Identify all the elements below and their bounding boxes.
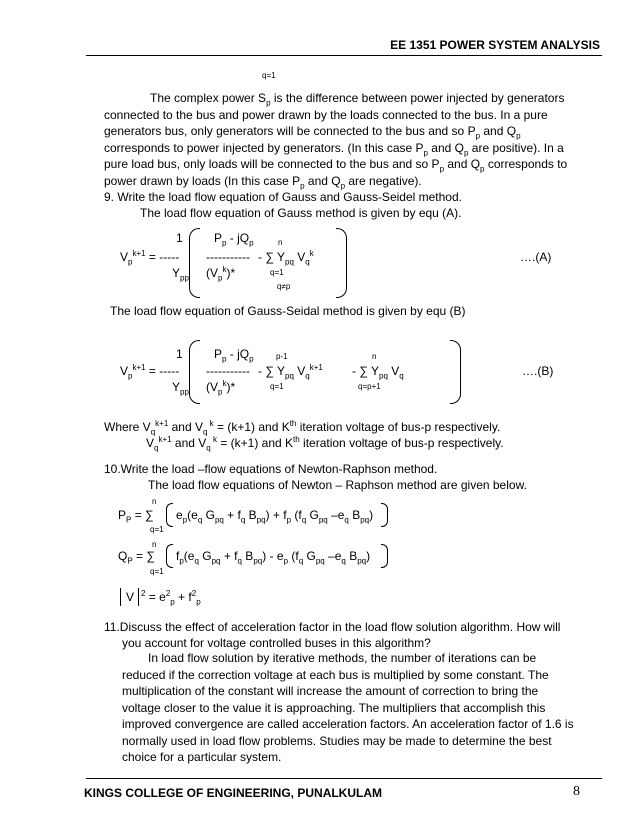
q11-answer-line-3: multiplication of the constant will increase the amount of correction to bring the [122, 684, 539, 698]
eqQ-right-bracket [381, 544, 388, 568]
eqB-right-brace [450, 340, 461, 404]
q11-answer-line-4: voltage closer to the value it is approaching. The multipliers that accomplish this [122, 700, 546, 715]
q10-question: 10.Write the load –flow equations of Newton-Raphson method. [104, 462, 438, 476]
q11-answer-line-7: choice for a particular system. [122, 750, 282, 764]
footer-college: KINGS COLLEGE OF ENGINEERING, PUNALKULAM [84, 786, 383, 800]
q11-question-line-2: you account for voltage controlled buses in this algorithm? [122, 636, 431, 650]
q11-answer-line-2: reduced if the correction voltage at each bus is multiplied by some constant. The [122, 667, 549, 682]
eqA-sum-cond: q≠p [277, 282, 291, 291]
eqA-sum-upper: n [278, 238, 283, 247]
abs-bar-right [138, 588, 139, 606]
eqQ-sum-upper: n [152, 540, 157, 549]
intro-line-5: pure load bus, only loads will be connected to the bus and so $P_p$ and $Q_p$ corresponds to [104, 157, 568, 174]
eqB-numerator: $P_p - jQ_p$ [214, 347, 254, 364]
eqB-dashes: ----------- [206, 364, 250, 378]
eqB-sum1-lower: q=1 [270, 382, 284, 391]
q9-where-line-2: $V_q^{k+1}$ and $V_q$ $^k$ = (k+1) and $K^{th}$ iteration voltage of bus-p respectively. [146, 435, 504, 453]
header-rule [86, 55, 602, 56]
eqA-right-brace [336, 228, 347, 298]
eqV-v: V [126, 590, 135, 604]
q11-answer [122, 650, 602, 766]
eqP-left-bracket [166, 503, 173, 527]
eqB-label: ….(B) [522, 364, 554, 378]
eqP-lhs: $P_P$ = ∑ [118, 508, 154, 525]
eqB-sum2: - ∑ $Y_{pq}$ $V_q$ [352, 364, 404, 381]
eqA-sum-lower: q=1 [270, 268, 284, 277]
running-header-title: EE 1351 POWER SYSTEM ANALYSIS [390, 38, 600, 52]
eqA-ypp: $Y_{pp}$ [172, 266, 189, 283]
q11-answer-line-5: improved convergence are called acceleration factors. An acceleration factor of 1.6 is [122, 717, 574, 731]
q11-question-line-1: 11.Discuss the effect of acceleration factor in the load flow solution algorithm. How will [104, 620, 561, 634]
footer-rule [86, 778, 602, 779]
eqB-left-brace [189, 340, 200, 404]
intro-line-1: The complex power $S_p$ is the difference between power injected by generators [150, 91, 565, 108]
intro-line-2: connected to the bus and power drawn by the loads connected to the bus. In a pure [104, 107, 548, 122]
intro-paragraph [104, 90, 602, 189]
eqP-right-bracket [381, 503, 388, 527]
eqB-ypp: $Y_{pp}$ [172, 380, 189, 397]
eqB-one: 1 [176, 347, 183, 361]
eqB-denominator: $(V_p^k)*$ [206, 379, 236, 397]
eqV-rhs: $^2 = e^2_p + f^2_p$ [141, 589, 201, 607]
q11-answer-line-6: normally used in load flow problems. Studies may be made to determine the best [122, 733, 552, 748]
eqB-sum1: - ∑ $Y_{pq}$ $V_q^{k+1}$ [258, 363, 323, 381]
abs-bar-left [120, 588, 121, 606]
eqA-left-brace [189, 228, 200, 298]
q9-question: 9. Write the load flow equation of Gauss and Gauss-Seidel method. [104, 190, 462, 204]
top-fragment: q=1 [262, 71, 276, 80]
eqA-numerator: $P_p - jQ_p$ [214, 231, 254, 248]
eqA-sum: - ∑ $Y_{pq}$ $V_q^k$ [258, 249, 314, 267]
eqQ-left-bracket [166, 544, 173, 568]
q9-intro2: The load flow equation of Gauss-Seidal method is given by equ (B) [110, 304, 466, 318]
eqB-lhs: $V_p^{k+1}$ = ----- [120, 363, 180, 381]
eqQ-body: $f_p(e_q$ $G_{pq} + f_q$ $B_{pq}) - e_p$ ($f_q$ $G_{pq}$ $-e_q$ $B_{pq}$) [176, 549, 371, 566]
eqP-body: $e_p(e_q$ $G_{pq} + f_q$ $B_{pq}) + f_p$ ($f_q$ $G_{pq}$ $-e_q$ $B_{pq}$) [176, 508, 374, 525]
eqP-sum-upper: n [152, 497, 157, 506]
eqB-sum2-lower: q=p+1 [358, 382, 381, 391]
eqA-denominator: $(V_p^k)*$ [206, 265, 236, 283]
eqA-one: 1 [176, 231, 183, 245]
eqB-sum1-upper: p-1 [276, 352, 288, 361]
eqP-sum-lower: q=1 [150, 525, 164, 534]
q10-intro: The load flow equations of Newton – Raphson method are given below. [148, 478, 527, 492]
eqA-lhs: $V_p^{k+1}$ = ----- [120, 249, 180, 267]
intro-line-6: power drawn by loads (In this case $P_p$ and $Q_p$ are negative). [104, 173, 422, 190]
eqQ-lhs: $Q_P$ = ∑ [118, 549, 155, 566]
eqA-dashes: ----------- [206, 250, 250, 264]
intro-line-4: corresponds to power injected by generators. (In this case $P_p$ and $Q_p$ are positive). In a [104, 140, 564, 157]
footer-page-number: 8 [573, 784, 580, 799]
intro-line-3: generators bus, only generators will be connected to the bus and so $P_p$ and $Q_p$ [104, 124, 521, 141]
q9-where-line-1: Where $V_q^{k+1}$ and $V_q$ $^k$ = (k+1) and $K^{th}$ iteration voltage of bus-p respectively. [104, 419, 501, 437]
q9-intro: The load flow equation of Gauss method is given by equ (A). [140, 206, 462, 220]
eqQ-sum-lower: q=1 [150, 567, 164, 576]
q11-answer-line-1: In load flow solution by iterative methods, the number of iterations can be [148, 651, 537, 665]
eqA-label: ….(A) [520, 250, 552, 264]
eqB-sum2-upper: n [372, 352, 377, 361]
